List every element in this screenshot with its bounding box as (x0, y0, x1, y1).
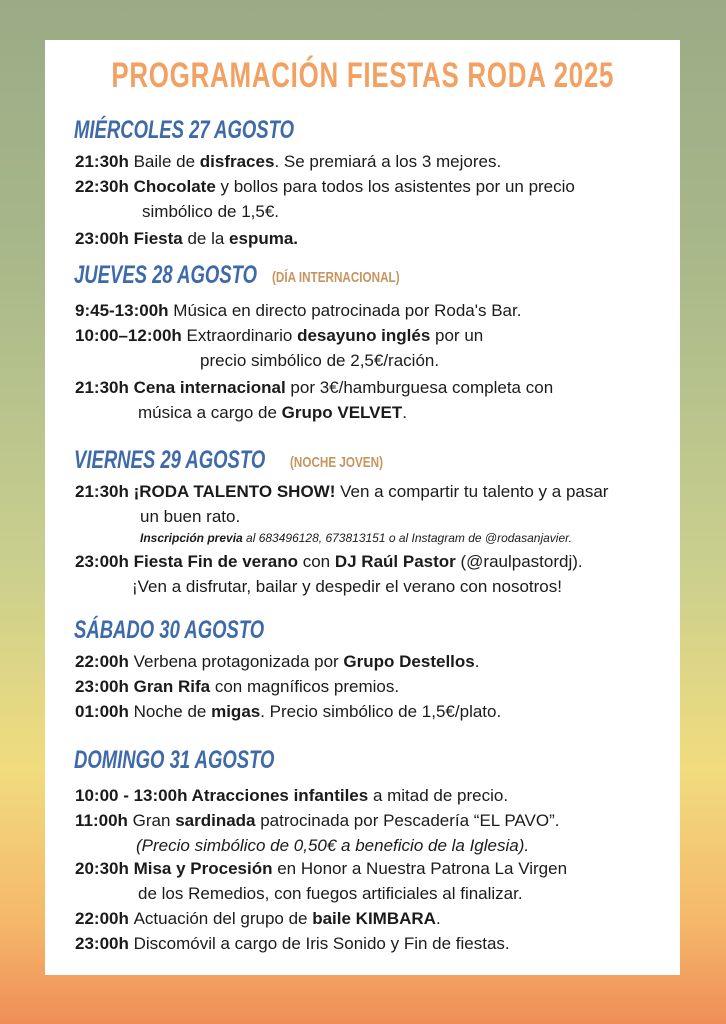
bold-text: Fiesta Fin de verano (133, 552, 298, 571)
event-line (138, 403, 407, 423)
event-line (140, 531, 572, 545)
text: (@raulpastordj). (455, 552, 583, 571)
bold-text: desayuno inglés (297, 326, 431, 345)
event-line (136, 836, 529, 856)
day-title: MIÉRCOLES 27 AGOSTO (74, 116, 294, 144)
event-line (75, 378, 553, 398)
event-line (75, 482, 608, 502)
day-heading (74, 446, 383, 475)
event-line (200, 351, 439, 371)
bold-text: ¡RODA TALENTO SHOW! (133, 482, 336, 501)
event-line (75, 909, 441, 929)
bold-text: Gran Rifa (133, 677, 211, 696)
bold-text: 10:00 - 13:00h (75, 786, 192, 805)
text: por un (430, 326, 484, 345)
bold-text: Cena internacional (133, 378, 286, 397)
day-heading (74, 746, 345, 775)
event-line (75, 811, 559, 831)
bold-text: 20:30h (75, 859, 134, 878)
text: Noche de (133, 702, 212, 721)
day-heading (74, 116, 371, 145)
text: Discomóvil a cargo de Iris Sonido y Fin de fiestas. (133, 934, 510, 953)
text: de la (182, 229, 230, 248)
text: . (474, 652, 480, 671)
event-line (75, 652, 479, 672)
text: precio simbólico de 2,5€/ración. (200, 351, 440, 370)
bold-text: 01:00h (75, 702, 134, 721)
text: . Precio simbólico de 1,5€/plato. (260, 702, 502, 721)
bold-text: disfraces (199, 152, 275, 171)
bold-text: migas (211, 702, 261, 721)
text: (Precio simbólico de 0,50€ a beneficio de la Iglesia). (136, 836, 530, 855)
day-tag: (NOCHE JOVEN) (290, 454, 383, 471)
bold-text: 21:30h (75, 482, 134, 501)
bold-text: sardinada (175, 811, 256, 830)
text: Gran (132, 811, 176, 830)
text: a mitad de precio. (368, 786, 509, 805)
day-heading (74, 261, 400, 290)
event-line (138, 884, 523, 904)
bold-text: Atracciones infantiles (191, 786, 369, 805)
text: ¡Ven a disfrutar, bailar y despedir el verano con nosotros! (132, 577, 562, 596)
event-line (75, 702, 501, 722)
bold-text: 22:00h (75, 652, 134, 671)
text: Verbena protagonizada por (133, 652, 344, 671)
bold-text: baile KIMBARA (312, 909, 436, 928)
bold-text: Grupo Destellos (343, 652, 475, 671)
text: . Se premiará a los 3 mejores. (274, 152, 502, 171)
bold-text: 21:30h (75, 378, 134, 397)
day-title: SÁBADO 30 AGOSTO (74, 616, 265, 644)
text: con (297, 552, 335, 571)
text: Actuación del grupo de (133, 909, 313, 928)
text: al 683496128, 673813151 o al Instagram de @rodasanjavier. (242, 531, 573, 545)
text: Música en directo patrocinada por Roda's Bar. (173, 301, 522, 320)
bold-text: 23:00h (75, 229, 134, 248)
day-title: VIERNES 29 AGOSTO (74, 446, 266, 474)
event-line (75, 301, 521, 321)
bold-text: Grupo VELVET (281, 403, 403, 422)
event-line (75, 677, 399, 697)
text: simbólico de 1,5€. (142, 202, 280, 221)
bold-text: 22:00h (75, 909, 134, 928)
day-heading (74, 616, 331, 645)
text: . (435, 909, 441, 928)
bold-text: 9:45-13:00h (75, 301, 174, 320)
event-line (75, 786, 508, 806)
text: Baile de (133, 152, 200, 171)
event-line (75, 859, 567, 879)
event-line (75, 934, 510, 954)
bold-text: 10:00–12:00h (75, 326, 187, 345)
text: Extraordinario (186, 326, 298, 345)
day-title: JUEVES 28 AGOSTO (74, 261, 258, 289)
event-line (140, 507, 240, 527)
event-line (142, 202, 279, 222)
text: en Honor a Nuestra Patrona La Virgen (272, 859, 568, 878)
event-line (75, 326, 483, 346)
text: patrocinada por Pescadería “EL PAVO”. (255, 811, 560, 830)
bold-text: Inscripción previa (140, 531, 243, 545)
text: y bollos para todos los asistentes por un precio (215, 177, 575, 196)
text: un buen rato. (140, 507, 241, 526)
bold-text: espuma. (229, 229, 299, 248)
bold-text: 23:00h (75, 934, 134, 953)
bold-text: Misa y Procesión (133, 859, 273, 878)
bold-text: Fiesta (133, 229, 183, 248)
bold-text: 21:30h (75, 152, 134, 171)
bold-text: 11:00h (75, 811, 133, 830)
text: de los Remedios, con fuegos artificiales al finalizar. (138, 884, 523, 903)
event-line (132, 577, 562, 597)
event-line (75, 152, 501, 172)
text: por 3€/hamburguesa completa con (285, 378, 554, 397)
bold-text: 22:30h (75, 177, 134, 196)
text: . (402, 403, 407, 422)
day-tag: (DÍA INTERNACIONAL) (272, 269, 400, 286)
bold-text: DJ Raúl Pastor (334, 552, 456, 571)
event-line (75, 229, 298, 249)
bold-text: 23:00h (75, 552, 134, 571)
page-title: PROGRAMACIÓN FIESTAS RODA 2025 (111, 56, 615, 95)
bold-text: Chocolate (133, 177, 216, 196)
text: Ven a compartir tu talento y a pasar (335, 482, 609, 501)
text: con magníficos premios. (210, 677, 400, 696)
event-line (75, 552, 583, 572)
day-title: DOMINGO 31 AGOSTO (74, 746, 275, 774)
bold-text: 23:00h (75, 677, 134, 696)
text: música a cargo de (138, 403, 282, 422)
event-line (75, 177, 575, 197)
